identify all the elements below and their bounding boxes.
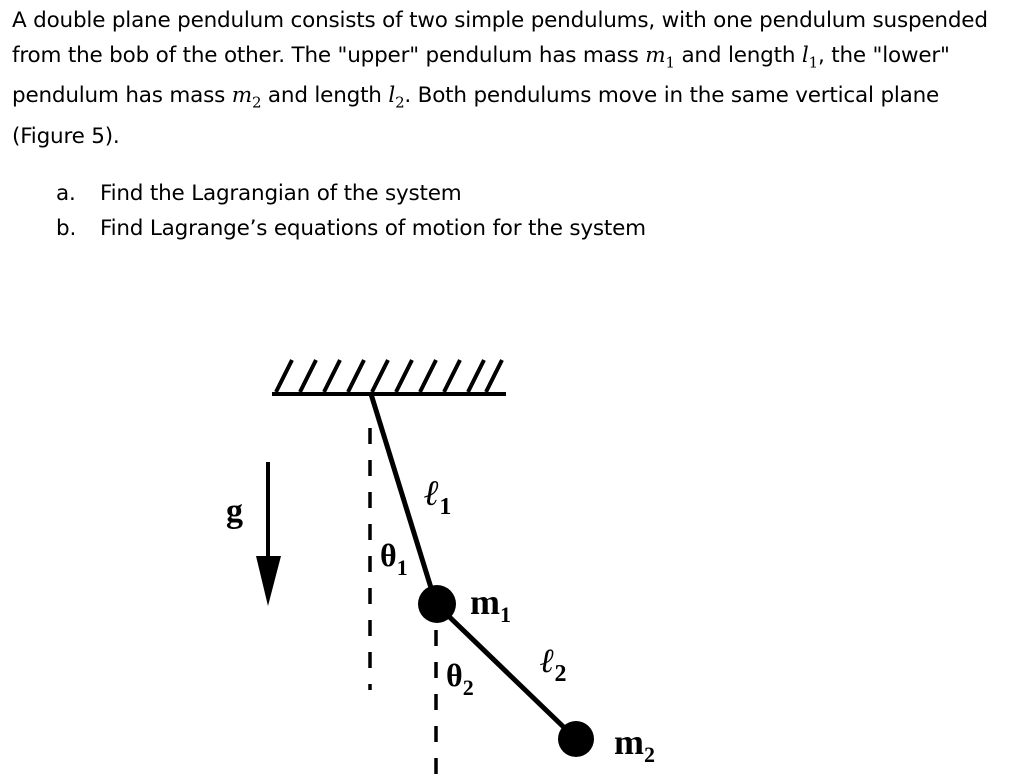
task-list — [56, 176, 646, 246]
length1-label: ℓ$_1$ — [424, 473, 452, 520]
mass1-label: $m_1$ — [470, 582, 511, 627]
double-pendulum-figure — [0, 330, 1024, 783]
length2-label: ℓ$_2$ — [540, 643, 567, 687]
angle2-label: $\theta_2$ — [446, 657, 474, 700]
mass-m1-symbol: $m_1$ — [645, 42, 675, 71]
length-l2-symbol: $l_2$ — [388, 83, 405, 112]
mass-m2-symbol: $m_2$ — [231, 83, 262, 112]
gravity-arrow-icon — [256, 462, 281, 606]
task-item — [56, 176, 646, 211]
angle1-label: $\theta_1$ — [380, 537, 408, 580]
gravity-label: g — [226, 493, 243, 530]
bob-m2 — [558, 721, 594, 757]
problem-statement: A double plane pendulum consists of two simple pendulums, with one pendulum suspended from the bob of the other. The "upper" pendulum has mass $m_1$ and length $l_1$, the "lower" pendulum has mass $m_2$ and length $l_2$. Both pendulums move in the same vertical plane (Figure 5). — [12, 8, 988, 150]
mass2-label: $m_2$ — [614, 722, 655, 767]
task-marker: a. — [56, 181, 76, 206]
task-text: Find Lagrange’s equations of motion for the system — [100, 216, 646, 241]
task-text: Find the Lagrangian of the system — [100, 181, 462, 206]
ceiling-hatch — [272, 360, 506, 394]
bob-m1 — [418, 585, 456, 623]
length-l1-symbol: $l_1$ — [801, 42, 818, 71]
task-item — [56, 211, 646, 246]
task-marker: b. — [56, 216, 77, 241]
